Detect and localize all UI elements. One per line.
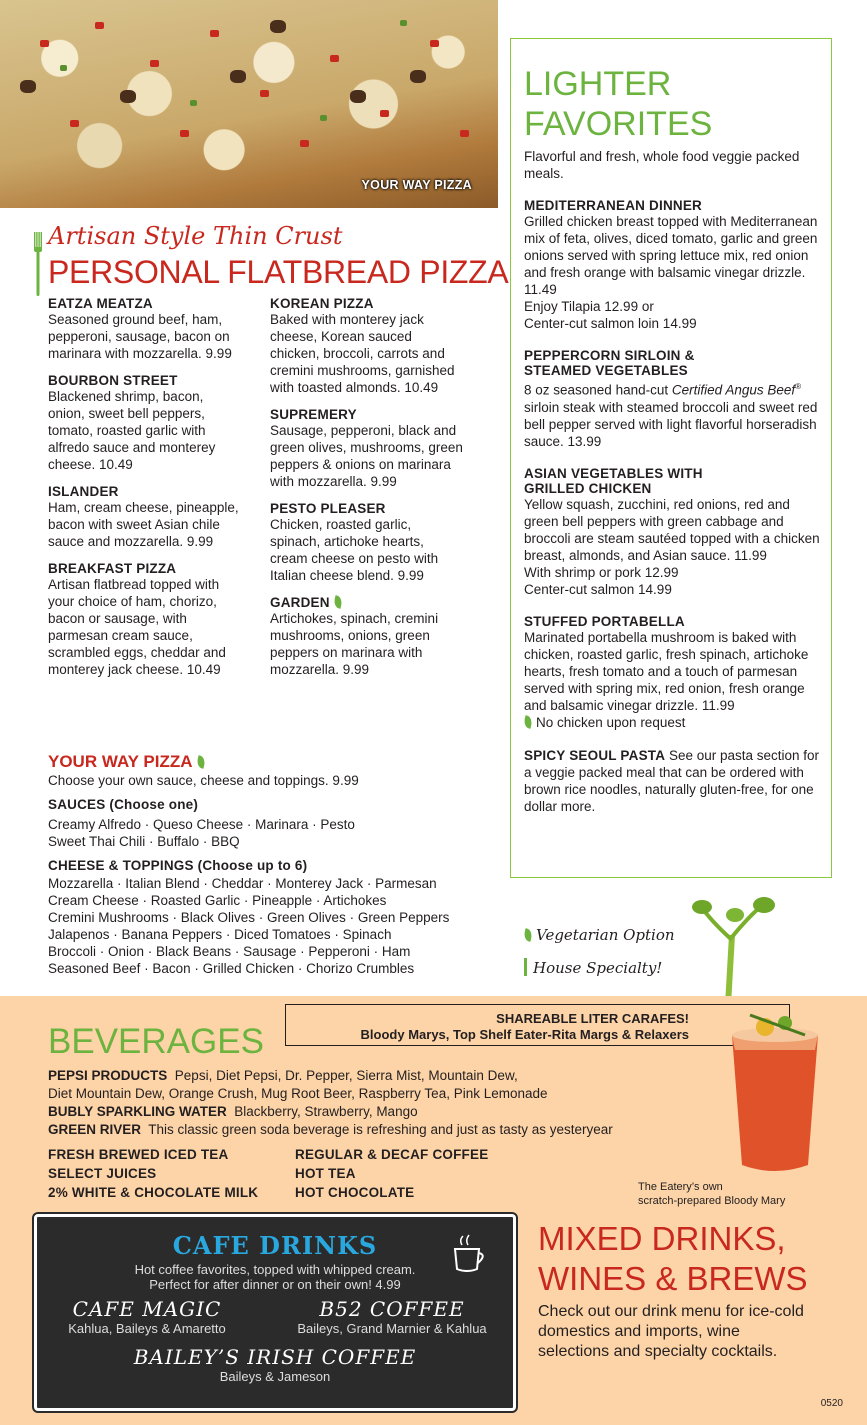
beverage-item: REGULAR & DECAF COFFEE bbox=[295, 1147, 489, 1162]
item-name-text: GARDEN bbox=[270, 595, 330, 610]
fork-icon bbox=[34, 232, 42, 296]
mixed-drinks-title bbox=[538, 1219, 808, 1299]
toppings-title: CHEESE & TOPPINGS (Choose up to 6) bbox=[48, 858, 308, 873]
sauces-title: SAUCES (Choose one) bbox=[48, 797, 199, 812]
menu-item bbox=[270, 501, 465, 584]
beverages-title: BEVERAGES bbox=[48, 1022, 264, 1061]
item-option: Center-cut salmon loin 14.99 bbox=[524, 316, 697, 331]
desc-part: 8 oz seasoned hand-cut bbox=[524, 382, 672, 398]
item-name: MEDITERRANEAN DINNER bbox=[524, 198, 703, 213]
bloody-mary-caption bbox=[638, 1180, 785, 1208]
mixed-title-line: MIXED DRINKS, bbox=[538, 1220, 786, 1257]
item-name: PESTO PLEASER bbox=[270, 501, 386, 516]
toppings-line: Seasoned Beef · Bacon · Grilled Chicken · Chorizo Crumbles bbox=[48, 961, 415, 976]
cafe-drink-name: BAILEY’S IRISH COFFEE bbox=[133, 1345, 417, 1369]
bubly-label: BUBLY SPARKLING WATER bbox=[48, 1104, 227, 1119]
hot-cold-col-2 bbox=[295, 1145, 488, 1202]
item-name: GRILLED CHICKEN bbox=[524, 480, 652, 496]
item-name: ISLANDER bbox=[48, 484, 119, 499]
your-way-title-text: YOUR WAY PIZZA bbox=[48, 752, 193, 771]
sauces-line: Sweet Thai Chili · Buffalo · BBQ bbox=[48, 834, 240, 849]
item-name: STEAMED VEGETABLES bbox=[524, 363, 688, 378]
cafe-title: CAFE DRINKS bbox=[172, 1231, 378, 1260]
item-desc: Ham, cream cheese, pineapple, bacon with sweet Asian chile sauce and mozzarella. 9.99 bbox=[48, 500, 239, 549]
menu-item bbox=[270, 407, 465, 490]
beverage-item: SELECT JUICES bbox=[48, 1166, 157, 1181]
pepsi-label: PEPSI PRODUCTS bbox=[48, 1068, 168, 1083]
item-name: STUFFED PORTABELLA bbox=[524, 613, 685, 629]
cafe-drinks-board bbox=[34, 1214, 516, 1411]
registered-mark: ® bbox=[795, 382, 802, 391]
item-desc: Chicken, roasted garlic, spinach, artichoke hearts, cream cheese on pesto with Italian cheese blend. 9.99 bbox=[270, 517, 439, 583]
legend-veg bbox=[524, 926, 675, 944]
cafe-drink-name: B52 COFFEE bbox=[319, 1297, 465, 1321]
green-river-text: This classic green soda beverage is refreshing and just as tasty as yesteryear bbox=[148, 1122, 613, 1137]
cafe-drink-name: CAFE MAGIC bbox=[72, 1297, 222, 1321]
item-option: With shrimp or pork 12.99 bbox=[524, 564, 679, 580]
bubly-line bbox=[48, 1103, 708, 1121]
item-name: BREAKFAST PIZZA bbox=[48, 561, 177, 576]
cafe-drink-desc: Kahlua, Baileys & Amaretto bbox=[68, 1321, 226, 1336]
lighter-title-2: FAVORITES bbox=[524, 105, 713, 143]
page-code: 0520 bbox=[820, 1398, 843, 1409]
beverage-item: FRESH BREWED ICED TEA bbox=[48, 1147, 229, 1162]
your-way-section bbox=[48, 752, 488, 977]
item-name: SPICY SEOUL PASTA bbox=[524, 747, 666, 763]
carafe-line-1: SHAREABLE LITER CARAFES! bbox=[496, 1011, 689, 1026]
hot-cold-col-1 bbox=[48, 1145, 258, 1202]
menu-item bbox=[270, 595, 465, 678]
vegetarian-leaf-icon bbox=[195, 755, 206, 769]
mixed-title-line: WINES & BREWS bbox=[538, 1260, 808, 1297]
item-desc: Yellow squash, zucchini, red onions, red and green bell peppers with green cabbage and broccoli are steam sautéed topped with a chicken breast, almonds, and Asian sauce. 11.99 bbox=[524, 496, 820, 563]
item-note bbox=[524, 714, 821, 731]
bloody-mary-glass-icon bbox=[710, 1005, 840, 1175]
your-way-desc: Choose your own sauce, cheese and toppings. 9.99 bbox=[48, 773, 359, 788]
item-desc: Seasoned ground beef, ham, pepperoni, sausage, bacon on marinara with mozzarella. 9.99 bbox=[48, 312, 232, 361]
cafe-drink bbox=[37, 1345, 513, 1384]
flatbread-right-column bbox=[270, 296, 465, 689]
item-name bbox=[270, 595, 465, 610]
item-desc: Artisan flatbread topped with your choice of ham, chorizo, bacon or sausage, with parmesan cream sauce, scrambled eggs, cheddar and monterey jack cheese. 10.49 bbox=[48, 577, 226, 677]
green-river-line bbox=[48, 1121, 708, 1139]
pepsi-line bbox=[48, 1067, 708, 1085]
item-desc: See our pasta section for a veggie packed meal that can be ordered with brown rice noodles, naturally gluten-free, for one dollar more. bbox=[524, 747, 820, 814]
fork-icon bbox=[524, 958, 527, 976]
toppings-line: Cremini Mushrooms · Black Olives · Green Olives · Green Peppers bbox=[48, 910, 450, 925]
mixed-drinks-desc: Check out our drink menu for ice-cold domestics and imports, wine selections and specialty cocktails. bbox=[538, 1303, 804, 1360]
lighter-title-1: LIGHTER bbox=[524, 65, 672, 103]
lighter-intro: Flavorful and fresh, whole food veggie packed meals. bbox=[524, 149, 800, 181]
item-desc: Baked with monterey jack cheese, Korean sauced chicken, broccoli, carrots and cremini mushrooms, garnished with toasted almonds. 10.49 bbox=[270, 312, 455, 395]
flatbread-title: PERSONAL FLATBREAD PIZZA bbox=[48, 254, 509, 290]
beverage-item: 2% WHITE & CHOCOLATE MILK bbox=[48, 1185, 259, 1200]
item-name: PEPPERCORN SIRLOIN & bbox=[524, 348, 695, 363]
cafe-drink-desc: Baileys & Jameson bbox=[219, 1369, 331, 1384]
desc-part: sirloin steak with steamed broccoli and sweet red bell pepper served with light flavorful horseradish sauce. 13.99 bbox=[524, 399, 818, 449]
bubly-text: Blackberry, Strawberry, Mango bbox=[234, 1104, 418, 1119]
item-name: SUPREMERY bbox=[270, 407, 357, 422]
legend-veg-text: Vegetarian Option bbox=[536, 926, 675, 944]
item-desc: Marinated portabella mushroom is baked with chicken, roasted garlic, fresh spinach, artichoke hearts, fresh tomato and a touch of parmesan served with spring mix, red onion, fresh orange and balsamic vinegar drizzle. 11.99 bbox=[524, 629, 809, 713]
item-name: KOREAN PIZZA bbox=[270, 296, 374, 311]
item-desc: Sausage, pepperoni, black and green olives, mushrooms, green peppers & onions on marinara with mozzarella. 9.99 bbox=[270, 423, 463, 489]
photo-caption: YOUR WAY PIZZA bbox=[361, 178, 472, 192]
coffee-cup-icon bbox=[447, 1231, 491, 1275]
note-text: No chicken upon request bbox=[536, 714, 686, 730]
item-desc: Blackened shrimp, bacon, onion, sweet bell peppers, tomato, roasted garlic with alfredo sauce and monterey cheese. 10.49 bbox=[48, 389, 216, 472]
legend-house bbox=[524, 958, 662, 977]
cafe-drink-desc: Baileys, Grand Marnier & Kahlua bbox=[297, 1321, 487, 1336]
your-way-title bbox=[48, 752, 488, 772]
item-option: Enjoy Tilapia 12.99 or bbox=[524, 299, 654, 314]
celery-garnish-icon bbox=[680, 895, 780, 1005]
green-river-label: GREEN RIVER bbox=[48, 1122, 142, 1137]
flatbread-left-column bbox=[48, 296, 240, 689]
cafe-line: Hot coffee favorites, topped with whipped cream. bbox=[134, 1262, 416, 1277]
lighter-favorites-box bbox=[510, 38, 832, 878]
toppings-line: Jalapenos · Banana Peppers · Diced Tomatoes · Spinach bbox=[48, 927, 392, 942]
menu-item bbox=[48, 561, 240, 678]
item-name: ASIAN VEGETABLES WITH bbox=[524, 465, 703, 481]
menu-item bbox=[48, 373, 240, 473]
beverage-item: HOT CHOCOLATE bbox=[295, 1185, 415, 1200]
carafe-line-2: Bloody Marys, Top Shelf Eater-Rita Margs & Relaxers bbox=[360, 1027, 689, 1042]
item-option: Center-cut salmon 14.99 bbox=[524, 581, 672, 597]
item-desc bbox=[524, 378, 821, 450]
menu-item bbox=[48, 484, 240, 550]
brand-name: Certified Angus Beef bbox=[671, 382, 796, 398]
item-name: BOURBON STREET bbox=[48, 373, 178, 388]
pizza-photo bbox=[0, 0, 498, 208]
cafe-line: Perfect for after dinner or on their own! 4.99 bbox=[149, 1277, 401, 1292]
vegetarian-leaf-icon bbox=[332, 595, 343, 609]
caption-line: scratch-prepared Bloody Mary bbox=[638, 1195, 786, 1207]
item-desc: Artichokes, spinach, cremini mushrooms, onions, green peppers on marinara with mozzarella. 9.99 bbox=[270, 611, 439, 677]
flatbread-script-title: Artisan Style Thin Crust bbox=[48, 222, 343, 250]
item-name: EATZA MEATZA bbox=[48, 296, 153, 311]
soft-drinks bbox=[48, 1067, 708, 1139]
spicy-seoul-item bbox=[524, 747, 821, 815]
pepsi-text: Pepsi, Diet Pepsi, Dr. Pepper, Sierra Mist, Mountain Dew, bbox=[174, 1068, 518, 1083]
item-desc: Grilled chicken breast topped with Mediterranean mix of feta, olives, diced tomato, garlic and green onions served with spring lettuce mix, red onion and fresh orange with balsamic vinegar drizzle. 11.49 bbox=[524, 214, 818, 297]
cafe-drink bbox=[277, 1297, 507, 1336]
toppings-line: Mozzarella · Italian Blend · Cheddar · Monterey Jack · Parmesan bbox=[48, 876, 437, 891]
cafe-drink bbox=[47, 1297, 247, 1336]
toppings-line: Cream Cheese · Roasted Garlic · Pineapple · Artichokes bbox=[48, 893, 387, 908]
beverage-item: HOT TEA bbox=[295, 1166, 356, 1181]
menu-item bbox=[48, 296, 240, 362]
sauces-line: Creamy Alfredo · Queso Cheese · Marinara · Pesto bbox=[48, 817, 355, 832]
pepsi-line-2: Diet Mountain Dew, Orange Crush, Mug Root Beer, Raspberry Tea, Pink Lemonade bbox=[48, 1086, 548, 1101]
vegetarian-leaf-icon bbox=[523, 928, 534, 942]
legend-house-text: House Specialty! bbox=[533, 959, 663, 977]
caption-line: The Eatery’s own bbox=[638, 1181, 723, 1193]
menu-item bbox=[270, 296, 465, 396]
toppings-line: Broccoli · Onion · Black Beans · Sausage · Pepperoni · Ham bbox=[48, 944, 411, 959]
vegetarian-leaf-icon bbox=[523, 715, 534, 729]
